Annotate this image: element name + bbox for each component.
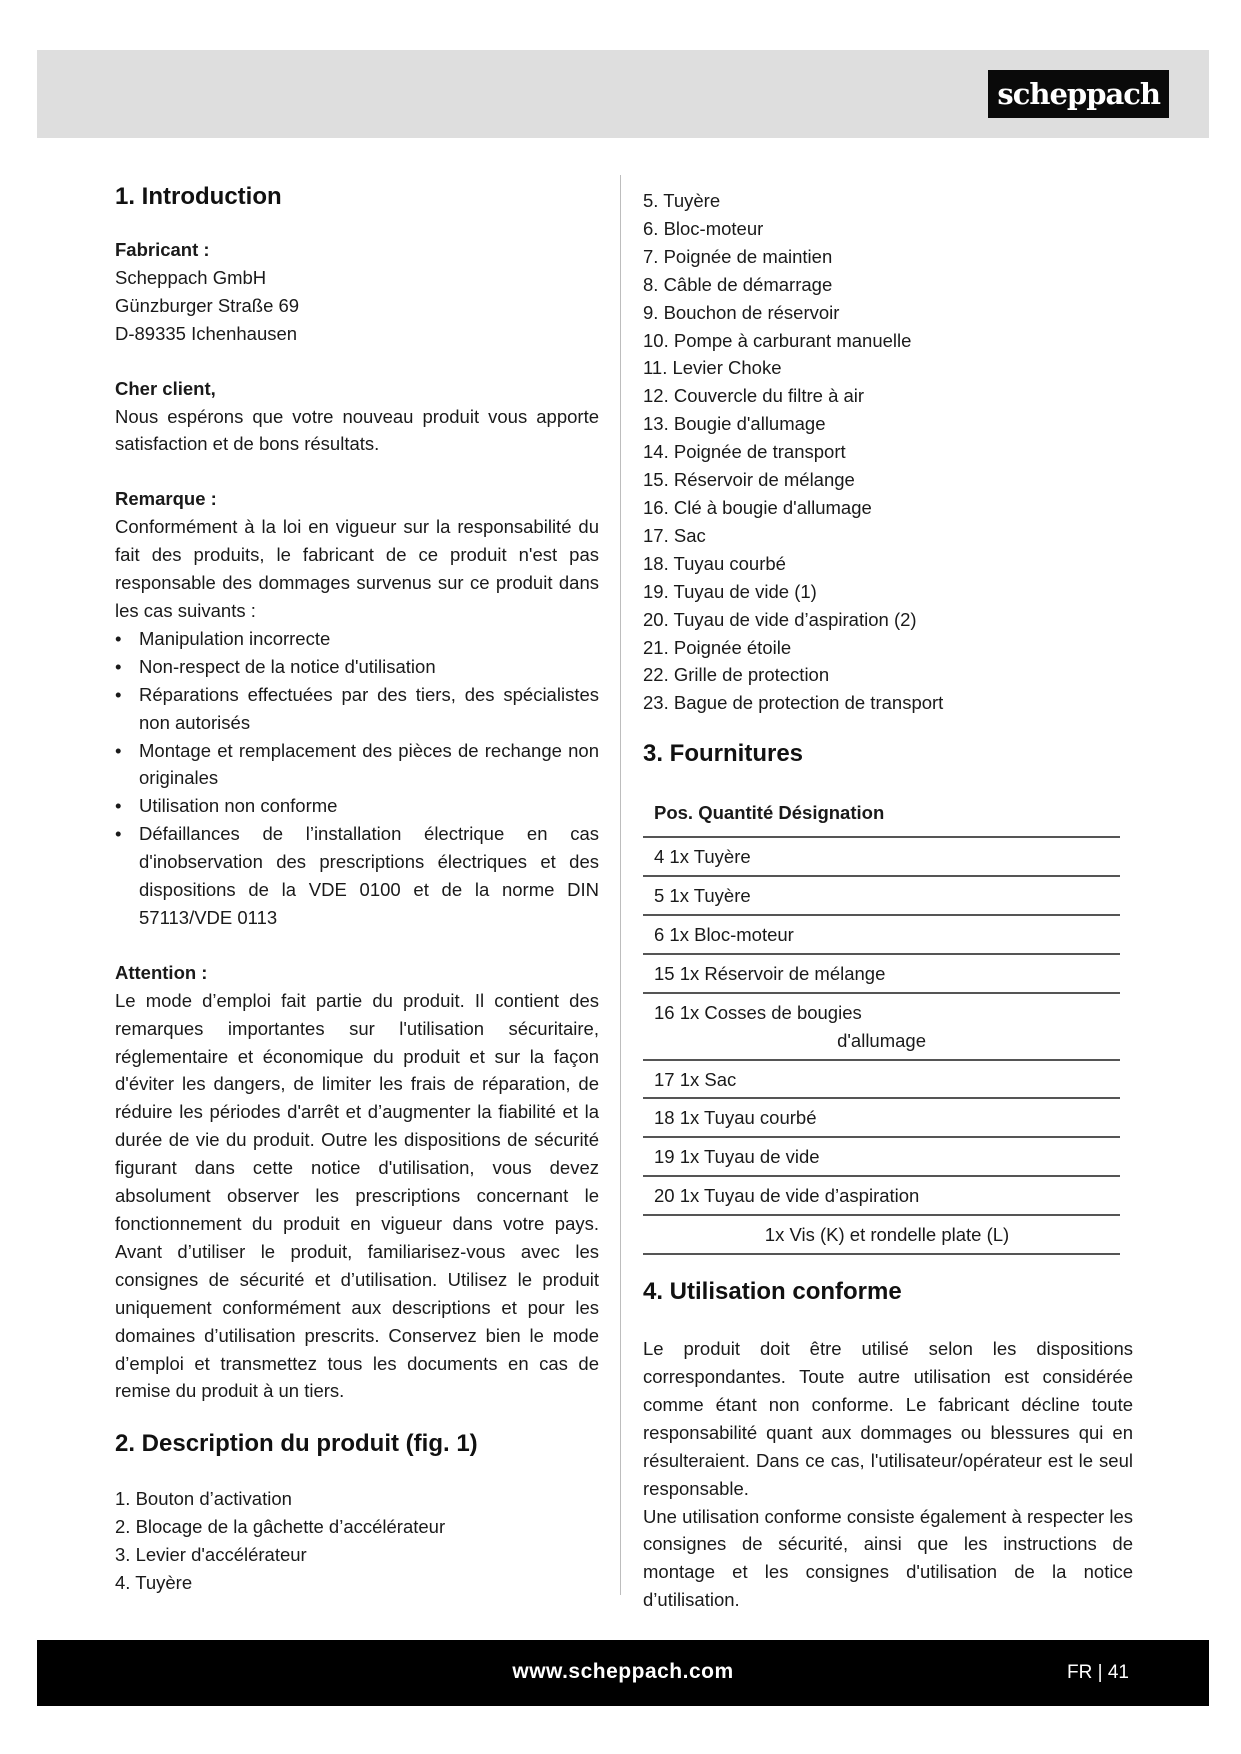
table-row: [643, 1099, 1120, 1138]
intended-use-paragraph: Une utilisation conforme consiste également à respecter les consignes de sécurité, ainsi que les instructions de montage et les consignes d'utilisation de la notice d’utilisation.: [643, 1505, 1133, 1611]
section-supplies-title: 3. Fournitures: [643, 740, 804, 768]
part-item: 14. Poignée de transport: [643, 441, 846, 463]
table-cell: 20 1x Tuyau de vide d’aspiration: [654, 1185, 920, 1207]
parts-list-left: [115, 1485, 599, 1597]
bullet-item: • Utilisation non conforme: [115, 792, 599, 820]
table-row: [643, 955, 1120, 994]
table-cell: 18 1x Tuyau courbé: [654, 1107, 817, 1129]
part-item: 8. Câble de démarrage: [643, 273, 833, 295]
left-column: [115, 182, 599, 1597]
part-item: 23. Bague de protection de transport: [643, 692, 944, 714]
part-item: 17. Sac: [643, 524, 706, 546]
bullet-item: • Non-respect de la notice d'utilisation: [115, 653, 599, 681]
section-description-title: 2. Description du produit (fig. 1): [115, 1430, 478, 1458]
bullet-item: • Montage et remplacement des pièces de rechange non originales: [115, 737, 599, 793]
section-intended-use-title: 4. Utilisation conforme: [643, 1278, 902, 1306]
part-item: 2. Blocage de la gâchette d’accélérateur: [115, 1516, 446, 1538]
page-footer: [37, 1640, 1209, 1706]
table-cell: 1x Vis (K) et rondelle plate (L): [764, 1224, 1010, 1246]
part-item: 3. Levier d'accélérateur: [115, 1544, 307, 1566]
table-cell: 5 1x Tuyère: [654, 885, 751, 907]
part-item: 4. Tuyère: [115, 1572, 193, 1594]
section-introduction-title: 1. Introduction: [115, 183, 282, 210]
supplies-table: [643, 799, 1120, 1255]
part-item: 20. Tuyau de vide d’aspiration (2): [643, 608, 917, 630]
remark-label: Remarque :: [115, 488, 217, 510]
bullet-item: • Défaillances de l’installation électrique en cas d'inobservation des prescriptions électriques et des dispositions de la VDE 0100 et de la norme DIN 57113/VDE 0113: [115, 820, 599, 932]
part-item: 7. Poignée de maintien: [643, 245, 833, 267]
parts-list-right: [643, 187, 1133, 717]
bullet-item: • Manipulation incorrecte: [115, 625, 599, 653]
page-number: FR | 41: [1067, 1662, 1129, 1683]
table-cell: 15 1x Réservoir de mélange: [654, 962, 886, 984]
part-item: 10. Pompe à carburant manuelle: [643, 329, 912, 351]
part-item: 22. Grille de protection: [643, 664, 830, 686]
right-column: [643, 187, 1133, 1614]
bullet-item: • Réparations effectuées par des tiers, des spécialistes non autorisés: [115, 681, 599, 737]
intended-use-paragraph: Le produit doit être utilisé selon les dispositions correspondantes. Toute autre utilisation est considérée comme étant non conforme. Le fabricant décline toute responsabilité quant aux dommages ou blessures qui en résulteraient. Dans ce cas, l'utilisateur/opérateur est le seul responsable.: [643, 1338, 1133, 1499]
manufacturer-city: D-89335 Ichenhausen: [115, 322, 298, 344]
table-row: [643, 1138, 1120, 1177]
part-item: 1. Bouton d’activation: [115, 1488, 292, 1510]
remark-bullet-list: [115, 625, 599, 932]
dear-customer-text: Nous espérons que votre nouveau produit vous apporte satisfaction et de bons résultats.: [115, 405, 599, 455]
part-item: 13. Bougie d'allumage: [643, 413, 826, 435]
part-item: 19. Tuyau de vide (1): [643, 580, 817, 602]
part-item: 21. Poignée étoile: [643, 636, 792, 658]
part-item: 18. Tuyau courbé: [643, 552, 786, 574]
table-row: [643, 994, 1120, 1061]
table-cell: 19 1x Tuyau de vide: [654, 1146, 820, 1168]
table-cell-continuation: d'allumage: [837, 1029, 926, 1051]
supplies-table-header: Pos. Quantité Désignation: [643, 799, 1120, 838]
manufacturer-label: Fabricant :: [115, 239, 210, 260]
part-item: 5. Tuyère: [643, 190, 721, 211]
part-item: 12. Couvercle du filtre à air: [643, 385, 865, 407]
part-item: 16. Clé à bougie d'allumage: [643, 496, 872, 518]
table-row: [643, 1216, 1120, 1255]
table-row: [643, 1177, 1120, 1216]
column-divider: [620, 175, 621, 1595]
table-cell: 4 1x Tuyère: [654, 846, 751, 868]
website-link[interactable]: www.scheppach.com: [512, 1660, 734, 1683]
part-item: 11. Levier Choke: [643, 357, 782, 379]
scheppach-logo: scheppach: [988, 70, 1169, 118]
remark-text: Conformément à la loi en vigueur sur la responsabilité du fait des produits, le fabricant de ce produit n'est pas responsable des dommages survenus sur ce produit dans les cas suivants :: [115, 516, 599, 621]
dear-customer-label: Cher client,: [115, 377, 216, 399]
table-row: [643, 916, 1120, 955]
table-cell: 16 1x Cosses de bougies: [654, 1001, 862, 1023]
part-item: 9. Bouchon de réservoir: [643, 301, 840, 323]
part-item: 6. Bloc-moteur: [643, 217, 764, 239]
attention-text: Le mode d’emploi fait partie du produit. Il contient des remarques importantes sur l'utilisation sécuritaire, réglementaire et économique du produit et sur la façon d'éviter les dangers, de limiter les frais de réparation, de réduire les périodes d'arrêt et d’augmenter la fiabilité et la durée de vie du produit. Outre les dispositions de sécurité figurant dans cette notice d'utilisation, vous devez absolument observer les prescriptions concernant le fonctionnement du produit en vigueur dans votre pays. Avant d’utiliser le produit, familiarisez-vous avec les consignes de sécurité et d’utilisation. Utilisez le produit uniquement conformément aux descriptions et pour les domaines d’utilisation prescrits. Conservez bien le mode d’emploi et transmettez tous les documents en cas de remise du produit à un tiers.: [115, 989, 599, 1402]
manufacturer-street: Günzburger Straße 69: [115, 294, 300, 316]
manufacturer-name: Scheppach GmbH: [115, 266, 267, 288]
table-row: [643, 838, 1120, 877]
table-cell: 17 1x Sac: [654, 1068, 737, 1090]
attention-label: Attention :: [115, 961, 208, 983]
part-item: 15. Réservoir de mélange: [643, 469, 855, 491]
table-cell: 6 1x Bloc-moteur: [654, 923, 794, 945]
table-row: [643, 1061, 1120, 1100]
table-row: [643, 877, 1120, 916]
page-header: [37, 50, 1209, 138]
